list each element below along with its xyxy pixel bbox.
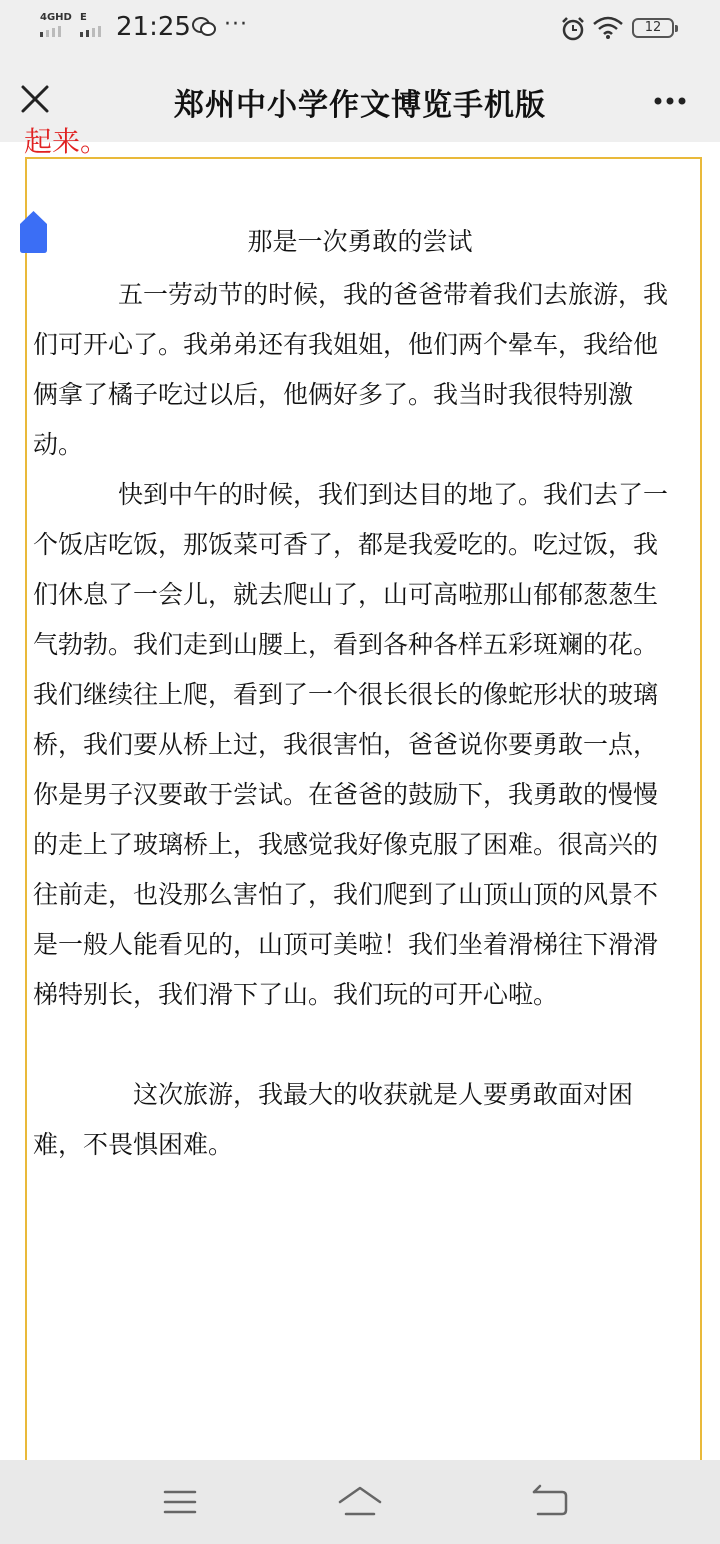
article-paragraph-3: 这次旅游，我最大的收获就是人要勇敢面对困难，不畏惧困难。 (33, 1080, 634, 1159)
notification-overflow: ··· (224, 12, 248, 37)
article-content (0, 125, 720, 1460)
back-icon[interactable] (526, 1478, 574, 1526)
signal-strength-icon (40, 26, 61, 37)
page-title: 郑州中小学作文博览手机版 (174, 88, 546, 123)
previous-text-fragment: 起来。 (24, 125, 109, 158)
more-dots-icon[interactable] (650, 86, 690, 116)
wifi-icon (592, 16, 624, 40)
article-title: 那是一次勇敢的尝试 (247, 227, 473, 256)
clock: 21:25 (116, 12, 191, 42)
network-type-1: 4GHD (40, 12, 72, 23)
signal-strength-2-icon (80, 26, 101, 37)
status-bar (0, 0, 720, 58)
battery-icon (632, 18, 674, 38)
network-type-2: E (80, 12, 87, 23)
menu-icon[interactable] (156, 1478, 204, 1526)
bookmark-marker-icon[interactable] (18, 210, 49, 254)
article-paragraph-1: 五一劳动节的时候，我的爸爸带着我们去旅游，我们可开心了。我弟弟还有我姐姐，他们两个晕车，我给他俩拿了橘子吃过以后，他俩好多了。我当时我很特别激动。 (33, 280, 669, 459)
system-navigation-bar (0, 1460, 720, 1544)
alarm-icon (560, 16, 586, 42)
home-icon[interactable] (336, 1478, 384, 1526)
wechat-icon (192, 16, 216, 38)
battery-level: 12 (644, 20, 662, 35)
article-paragraph-2: 快到中午的时候，我们到达目的地了。我们去了一个饭店吃饭，那饭菜可香了，都是我爱吃的。吃过饭，我们休息了一会儿，就去爬山了，山可高啦那山郁郁葱葱生气勃勃。我们走到山腰上，看到各种各样五彩斑斓的花。我们继续往上爬，看到了一个很长很长的像蛇形状的玻璃桥，我们要从桥上过，我很害怕，爸爸说你要勇敢一点，你是男子汉要敢于尝试。在爸爸的鼓励下，我勇敢的慢慢的走上了玻璃桥上，我感觉我好像克服了困难。很高兴的往前走，也没那么害怕了，我们爬到了山顶山顶的风景不是一般人能看见的，山顶可美啦！我们坐着滑梯往下滑滑梯特别长，我们滑下了山。我们玩的可开心啦。 (33, 480, 669, 1009)
